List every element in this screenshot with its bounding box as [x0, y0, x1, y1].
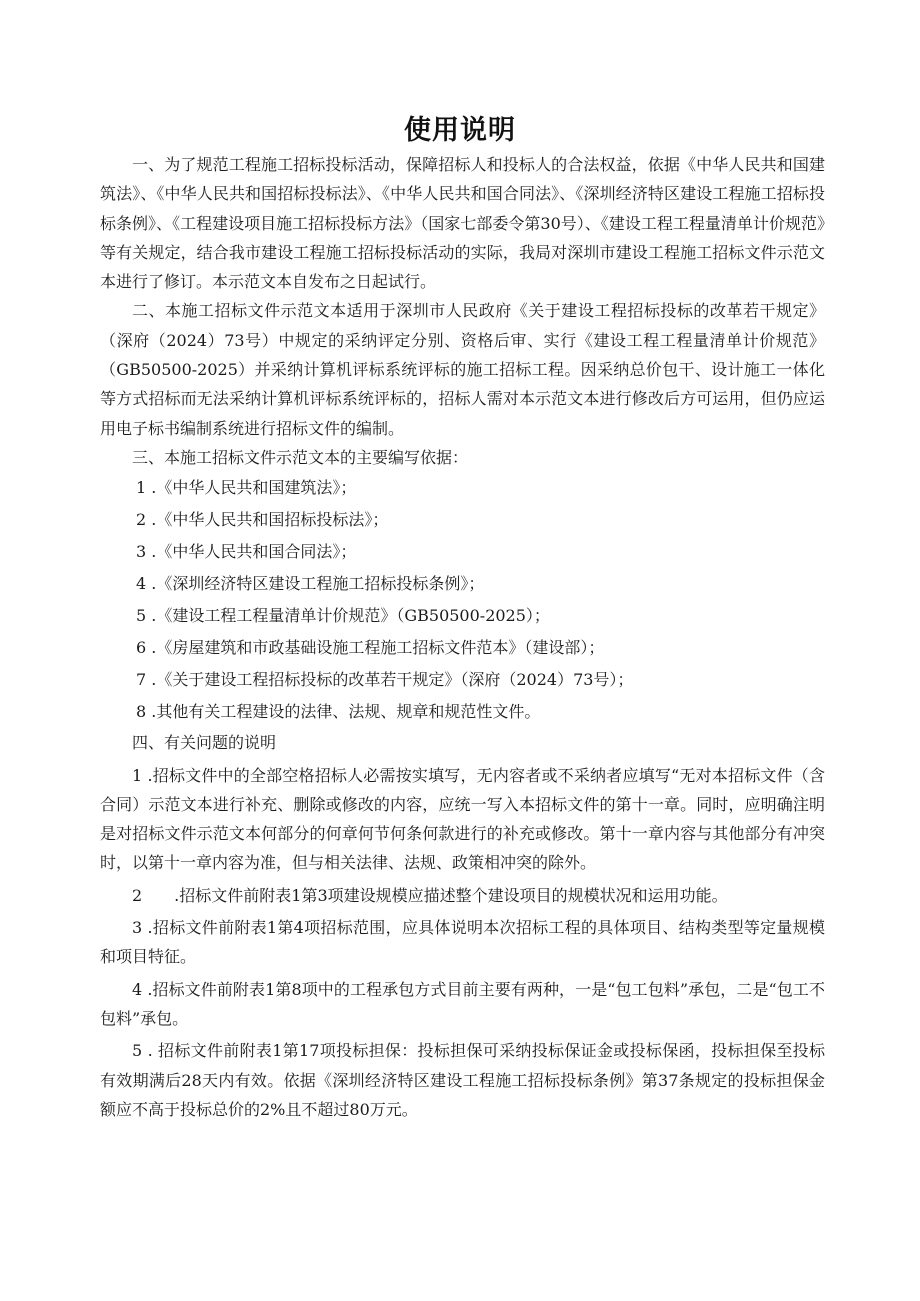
basis-list — [100, 472, 825, 728]
list-item: 4 .《深圳经济特区建设工程施工招标投标条例》； — [136, 574, 485, 594]
list-item: 7 .《关于建设工程招标投标的改革若干规定》（深府（2024）73号）； — [136, 670, 634, 690]
list-item: 2 .《中华人民共和国招标投标法》； — [136, 510, 389, 530]
note-item: 4 .招标文件前附表1第8项中的工程承包方式目前主要有两种，一是“包工包料”承包，二是“包工不包料”承包。 — [100, 979, 825, 1028]
note-item: 1 .招标文件中的全部空格招标人必需按实填写，无内容者或不采纳者应填写“无对本招标文件（含合同）示范文本进行补充、删除或修改的内容，应统一写入本招标文件的第十一章。同时，应明确注明是对招标文件示范文本何部分的何章何节何条何款进行的补充或修改。第十一章内容与其他部分有冲突时，以第十一章内容为准，但与相关法律、法规、政策相冲突的除外。 — [100, 765, 825, 873]
list-item: 5 .《建设工程工程量清单计价规范》（GB50500-2025）； — [136, 606, 550, 626]
paragraph-scope: 二、本施工招标文件示范文本适用于深圳市人民政府《关于建设工程招标投标的改革若干规定》（深府（2024）73号）中规定的采纳评定分别、资格后审、实行《建设工程工程量清单计价规范》（GB50500-2025）并采纳计算机评标系统评标的施工招标工程。因采纳总价包干、设计施工一体化等方式招标而无法采纳计算机评标系统评标的，招标人需对本示范文本进行修改后方可运用，但仍应运用电子标书编制系统进行招标文件的编制。 — [100, 301, 825, 438]
note-item: 3 .招标文件前附表1第4项招标范围，应具体说明本次招标工程的具体项目、结构类型等定量规模和项目特征。 — [100, 918, 825, 967]
section-heading-notes: 四、有关问题的说明 — [132, 733, 277, 753]
note-item: 5 . 招标文件前附表1第17项投标担保：投标担保可采纳投标保证金或投标保函，投标担保至投标有效期满后28天内有效。依据《深圳经济特区建设工程施工招标投标条例》第37条规定的投标担保金额应不高于投标总价的2%且不超过80万元。 — [100, 1041, 825, 1119]
document-body — [100, 150, 825, 1124]
list-item: 8 .其他有关工程建设的法律、法规、规章和规范性文件。 — [136, 702, 541, 722]
list-item: 3 .《中华人民共和国合同法》； — [136, 542, 357, 562]
paragraph-purpose: 一、为了规范工程施工招标投标活动，保障招标人和投标人的合法权益，依据《中华人民共和国建筑法》、《中华人民共和国招标投标法》、《中华人民共和国合同法》、《深圳经济特区建设工程施工招标投标条例》、《工程建设项目施工招标投标方法》（国家七部委令第30号）、《建设工程工程量清单计价规范》等有关规定，结合我市建设工程施工招标投标活动的实际，我局对深圳市建设工程施工招标文件示范文本进行了修订。本示范文本自发布之日起试行。 — [100, 155, 825, 292]
list-item: 1 .《中华人民共和国建筑法》； — [136, 478, 357, 498]
paragraph-basis-heading: 三、本施工招标文件示范文本的主要编写依据： — [132, 447, 469, 467]
page-title: 使用说明 — [404, 115, 516, 146]
list-item: 6 .《房屋建筑和市政基础设施工程施工招标文件范本》（建设部）； — [136, 638, 605, 658]
note-item: 2 .招标文件前附表1第3项建设规模应描述整个建设项目的规模状况和运用功能。 — [132, 885, 728, 905]
